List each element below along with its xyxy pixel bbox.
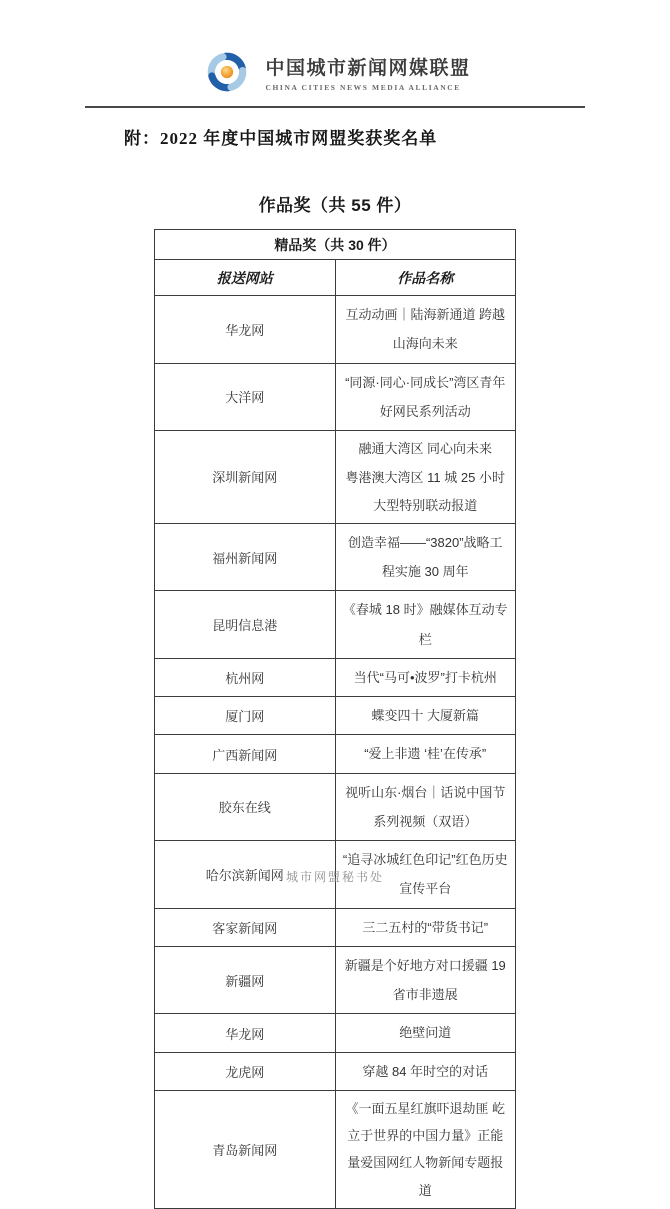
work-title: 融通大湾区 同心向未来 [358, 441, 493, 456]
work-title: 创造幸福——“3820”战略工程实施 30 周年 [347, 534, 503, 580]
work-title: 绝壁问道 [399, 1025, 452, 1041]
table-row [155, 591, 516, 659]
work-cell [335, 908, 516, 946]
site-cell: 杭州网 [155, 658, 336, 696]
work-title: 视听山东·烟台｜话说中国节系列视频（双语） [345, 784, 506, 829]
site-cell: 大洋网 [155, 363, 336, 431]
site-cell: 龙虎网 [155, 1052, 336, 1090]
site-cell: 广西新闻网 [155, 735, 336, 773]
section-title: 作品奖（共 55 件） [258, 196, 412, 215]
work-title: 互动动画｜陆海新通道 跨越山海向未来 [345, 307, 506, 352]
group-header-cell: 精品奖（共 30 件） [155, 230, 516, 260]
secretariat-footer: 城市网盟秘书处 [285, 870, 384, 884]
work-title: 三二五村的“带货书记” [362, 919, 489, 935]
work-title: 穿越 84 年时空的对话 [362, 1063, 489, 1079]
table-row [155, 1052, 516, 1090]
table-row [155, 908, 516, 946]
alliance-pinwheel-logo-icon [199, 44, 255, 100]
header-divider [85, 106, 585, 108]
column-header-row [155, 260, 516, 296]
work-cell [335, 1014, 516, 1052]
work-title: 新疆是个好地方对口援疆 19 省市非遗展 [344, 957, 506, 1003]
work-cell [335, 1090, 516, 1208]
work-title: 《春城 18 时》融媒体互动专栏 [342, 602, 508, 647]
site-cell: 华龙网 [155, 1014, 336, 1052]
work-cell [335, 296, 516, 364]
work-cell [335, 946, 516, 1014]
awards-table [154, 229, 516, 1209]
work-cell [335, 431, 516, 524]
site-cell: 昆明信息港 [155, 591, 336, 659]
work-title: 《一面五星红旗吓退劫匪 屹立于世界的中国力量》正能量爱国网红人物新闻专题报道 [345, 1100, 506, 1198]
site-cell: 哈尔滨新闻网 [155, 841, 336, 909]
site-cell: 华龙网 [155, 296, 336, 364]
site-cell: 福州新闻网 [155, 523, 336, 591]
work-cell [335, 735, 516, 773]
table-row [155, 1014, 516, 1052]
site-cell: 深圳新闻网 [155, 431, 336, 524]
column-header-work: 作品名称 [335, 260, 516, 296]
table-row [155, 697, 516, 735]
table-row [155, 946, 516, 1014]
work-title: “同源·同心·同成长”湾区青年好网民系列活动 [345, 374, 506, 419]
table-row [155, 296, 516, 364]
site-cell: 青岛新闻网 [155, 1090, 336, 1208]
work-cell [335, 363, 516, 431]
work-cell [335, 523, 516, 591]
table-row [155, 1090, 516, 1208]
work-title: 当代“马可•波罗”打卡杭州 [353, 669, 497, 685]
site-cell: 厦门网 [155, 697, 336, 735]
table-row [155, 735, 516, 773]
work-title: “爱上非遗 ‘桂’在传承” [364, 746, 487, 762]
logo-text-block [265, 53, 470, 92]
work-title: 蝶变四十 大厦新篇 [371, 708, 480, 724]
alliance-name-cn: 中国城市新闻网媒联盟 [265, 57, 471, 79]
table-row [155, 773, 516, 841]
table-row [155, 431, 516, 524]
table-row [155, 658, 516, 696]
work-cell [335, 697, 516, 735]
work-cell [335, 773, 516, 841]
site-cell: 胶东在线 [155, 773, 336, 841]
work-cell [335, 591, 516, 659]
alliance-name-en: CHINA CITIES NEWS MEDIA ALLIANCE [265, 82, 461, 92]
document-header [0, 0, 670, 100]
column-header-site: 报送网站 [155, 260, 336, 296]
site-cell: 客家新闻网 [155, 908, 336, 946]
work-cell [335, 1052, 516, 1090]
attachment-heading: 附：2022 年度中国城市网盟奖获奖名单 [124, 129, 438, 148]
work-subtitle: 粤港澳大湾区 11 城 25 小时大型特别联动报道 [345, 470, 505, 513]
table-row [155, 363, 516, 431]
group-header-row [155, 230, 516, 260]
work-cell [335, 658, 516, 696]
table-row [155, 523, 516, 591]
site-cell: 新疆网 [155, 946, 336, 1014]
work-title: “追寻冰城红色印记”红色历史宣传平台 [342, 852, 508, 897]
